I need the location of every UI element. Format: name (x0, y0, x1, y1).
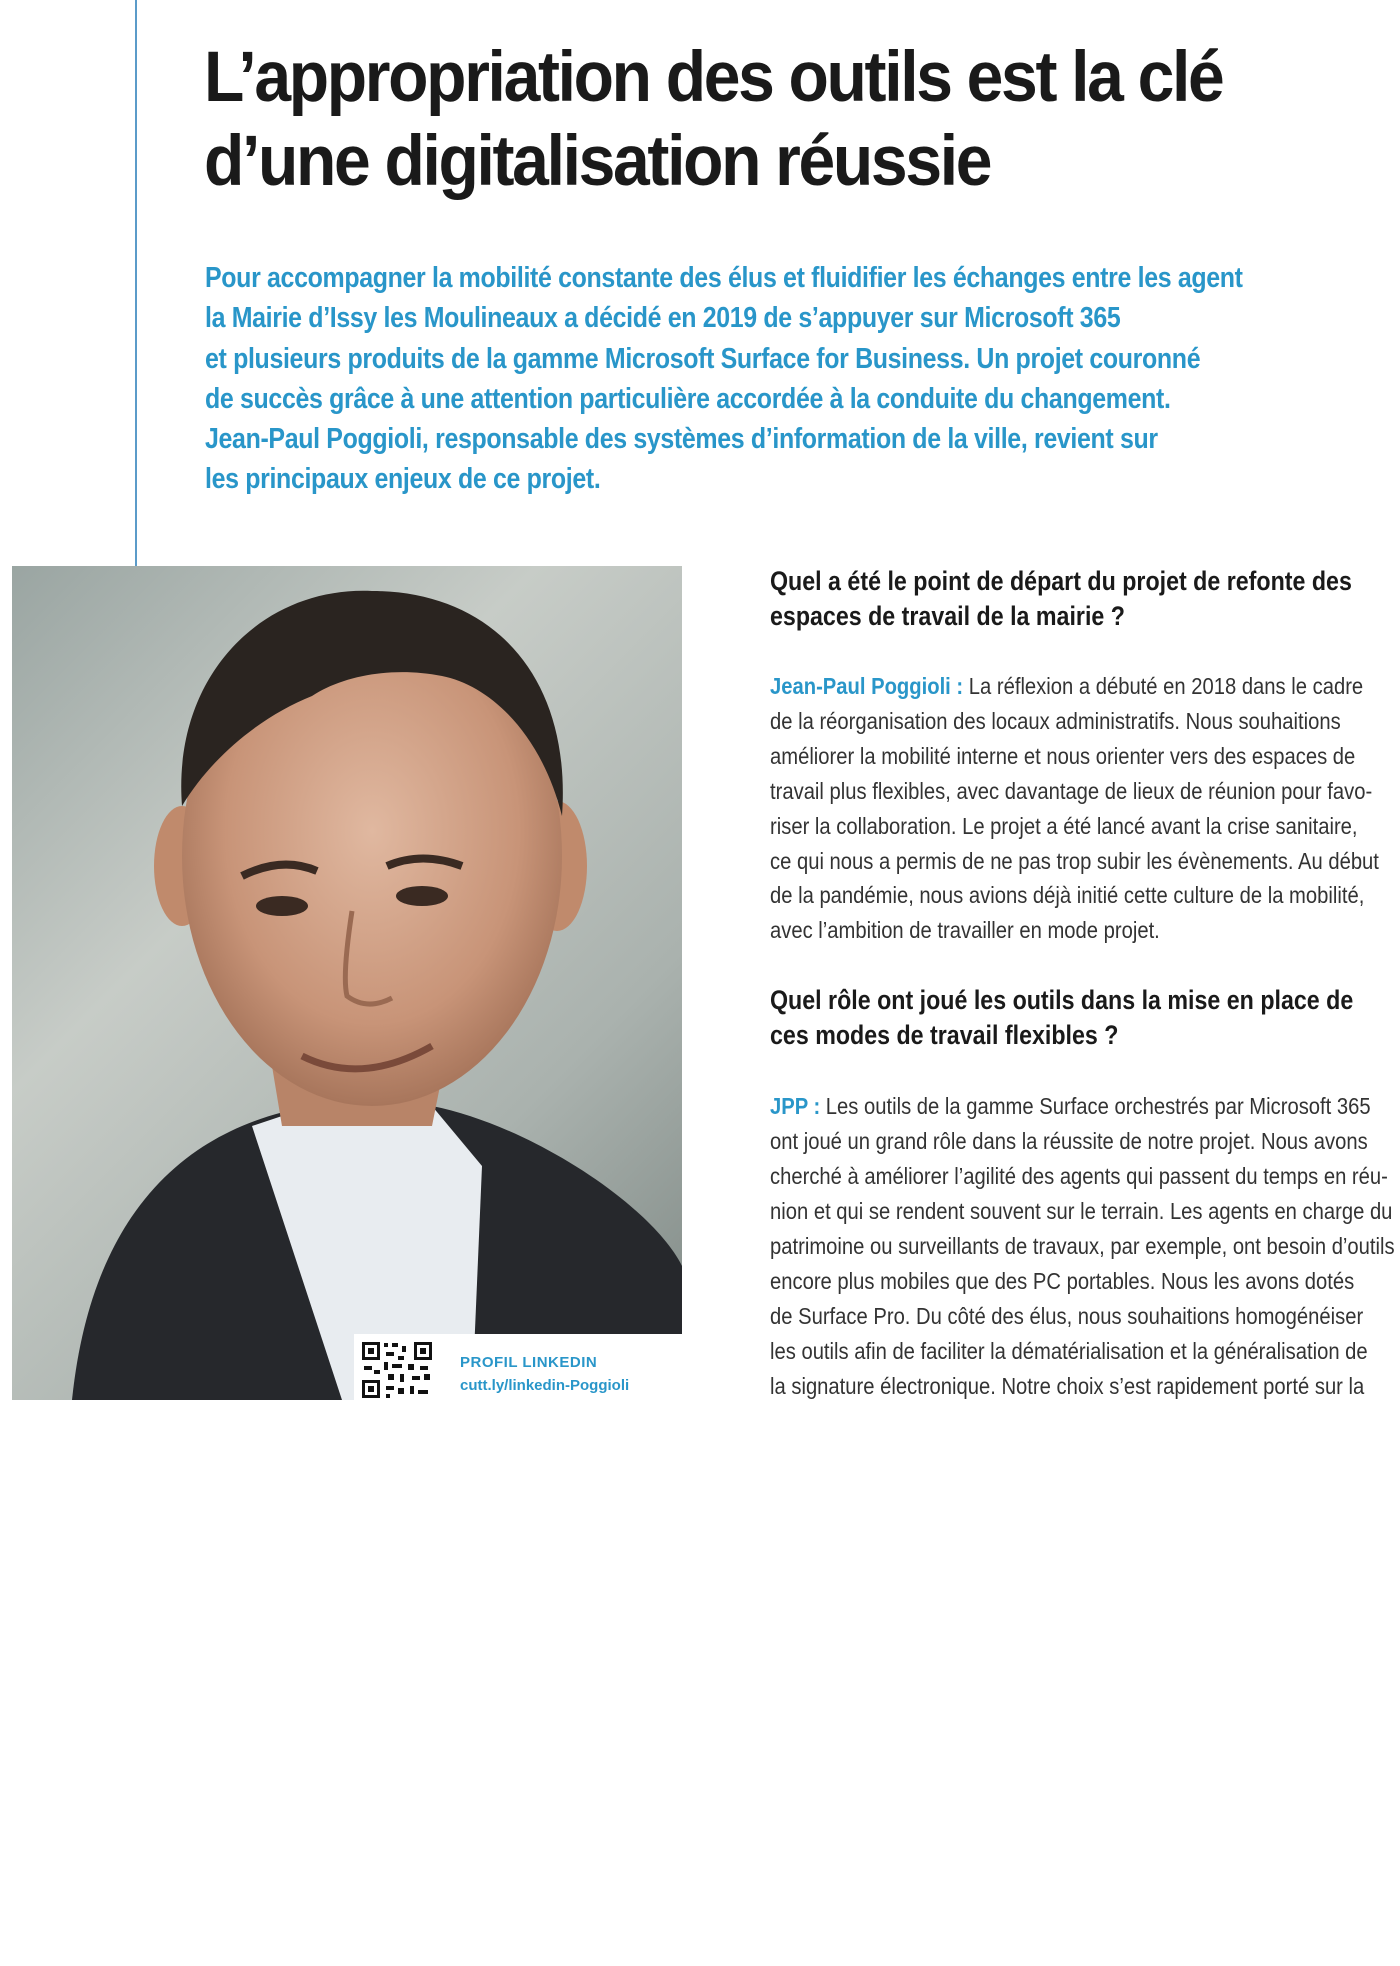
answer-line: améliorer la mobilité interne et nous orienter vers des espaces de (770, 742, 1356, 769)
answer-line: de Surface Pro. Du côté des élus, nous souhaitions homogénéiser (770, 1302, 1364, 1329)
article-body (770, 564, 1395, 1403)
intro-line: de succès grâce à une attention particulière accordée à la conduite du changement. (205, 382, 1171, 415)
column-rule (135, 0, 137, 566)
answer-line: nion et qui se rendent souvent sur le terrain. Les agents en charge du (770, 1197, 1393, 1224)
linkedin-profile-box[interactable] (354, 1334, 682, 1400)
question-line: Quel a été le point de départ du projet de refonte des (770, 566, 1352, 596)
question-heading (770, 983, 1389, 1053)
intro-line: Pour accompagner la mobilité constante des élus et fluidifier les échanges entre les agent (205, 262, 1243, 294)
answer-line: riser la collaboration. Le projet a été lancé avant la crise sanitaire, (770, 812, 1358, 839)
answer-line: patrimoine ou surveillants de travaux, par exemple, ont besoin d’outils (770, 1232, 1395, 1259)
answer-line: travail plus flexibles, avec davantage de lieux de réunion pour favo- (770, 777, 1373, 804)
answer-line: les outils afin de faciliter la dématérialisation et la généralisation de (770, 1337, 1368, 1364)
speaker-name: JPP : (770, 1093, 821, 1120)
qr-code-icon[interactable] (360, 1340, 434, 1400)
answer-line: avec l’ambition de travailler en mode projet. (770, 917, 1160, 944)
answer-first-line (770, 1089, 1389, 1124)
linkedin-link[interactable]: cutt.ly/linkedin-Poggioli (460, 1377, 630, 1394)
answer-paragraph (770, 1089, 1395, 1403)
answer-first-line (770, 669, 1389, 704)
intro-line: Jean-Paul Poggioli, responsable des systèmes d’information de la ville, revient sur (205, 423, 1158, 456)
intro-line: et plusieurs produits de la gamme Microsoft Surface for Business. Un projet couronné (205, 342, 1201, 375)
question-line: ces modes de travail flexibles ? (770, 1020, 1119, 1051)
answer-line: la signature électronique. Notre choix s’est rapidement porté sur la (770, 1372, 1365, 1399)
answer-line: de la pandémie, nous avions déjà initié cette culture de la mobilité, (770, 882, 1365, 909)
answer-line: cherché à améliorer l’agilité des agents qui passent du temps en réu- (770, 1163, 1388, 1190)
speaker-name: Jean-Paul Poggioli : (770, 673, 964, 699)
answer-text: La réflexion a débuté en 2018 dans le cadre (968, 673, 1364, 699)
photo-credit: e Bauduin (42, 1880, 63, 1966)
article-title (204, 36, 1316, 204)
portrait-photo (12, 566, 682, 1966)
answer-line: de la réorganisation des locaux administratifs. Nous souhaitions (770, 707, 1341, 734)
article-intro (205, 258, 1280, 500)
answer-paragraph (770, 669, 1389, 948)
answer-text: Les outils de la gamme Surface orchestrés par Microsoft 365 (825, 1093, 1371, 1120)
portrait-illustration (12, 566, 682, 1400)
answer-line: encore plus mobiles que des PC portables. Nous les avons dotés (770, 1267, 1355, 1294)
intro-line: les principaux enjeux de ce projet. (205, 463, 601, 496)
question-heading (770, 564, 1389, 634)
answer-line: ce qui nous a permis de ne pas trop subir les évènements. Au début (770, 847, 1379, 874)
question-line: Quel rôle ont joué les outils dans la mise en place de (770, 985, 1354, 1016)
answer-line: ont joué un grand rôle dans la réussite de notre projet. Nous avons (770, 1128, 1368, 1155)
intro-line: la Mairie d’Issy les Moulineaux a décidé en 2019 de s’appuyer sur Microsoft 365 (205, 302, 1121, 335)
title-line: d’une digitalisation réussie (204, 122, 991, 201)
linkedin-label: PROFIL LINKEDIN (460, 1354, 598, 1371)
title-line: L’appropriation des outils est la clé (204, 38, 1223, 117)
question-line: espaces de travail de la mairie ? (770, 601, 1125, 631)
